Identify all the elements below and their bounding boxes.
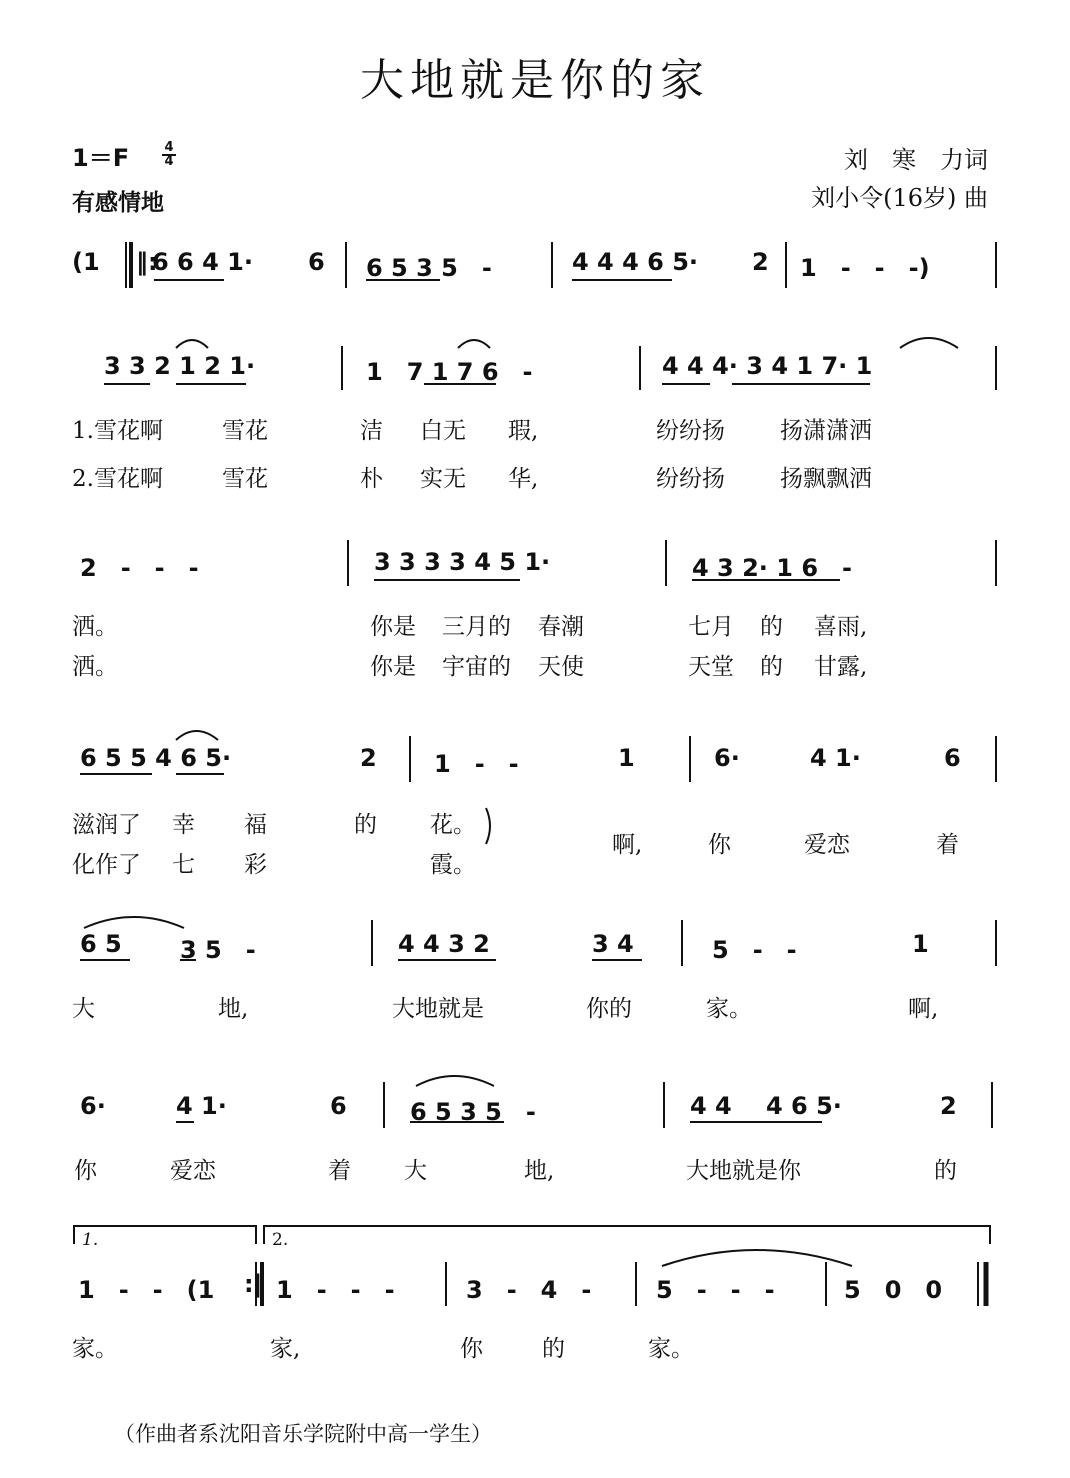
lyricist-credit: 刘 寒 力词 <box>844 146 988 174</box>
lyric: 七月 <box>688 614 734 640</box>
note-group: 6 <box>330 1092 347 1120</box>
lyric: 啊, <box>612 832 643 858</box>
lyric: 白无 <box>420 418 466 444</box>
lyric: 的 <box>760 654 783 680</box>
note-group: 2 - - - <box>80 554 199 582</box>
lyric: 滋润了 <box>72 812 141 838</box>
note-group: 1 - - -) <box>800 254 930 282</box>
lyric: 洁 <box>360 418 383 444</box>
note-group: 1 - - <box>434 750 519 778</box>
lyric: 2.雪花啊 <box>72 466 163 492</box>
lyric: 洒。 <box>72 654 118 680</box>
lyric: 大地就是 <box>392 996 484 1022</box>
lyric: 洒。 <box>72 614 118 640</box>
note-group: 6 6 4 1· <box>152 248 253 276</box>
note-group: 2 <box>752 248 769 276</box>
lyric: 彩 <box>244 852 267 878</box>
lyric: 家。 <box>706 996 752 1022</box>
note-group: 5 - - - <box>656 1276 775 1304</box>
lyric: 你 <box>460 1336 483 1362</box>
note-group: 4 6 5· <box>766 1092 842 1120</box>
repeat-end: :‖ <box>244 1270 266 1298</box>
note-group: 6 5 3 5 - <box>410 1098 536 1126</box>
note-group: 4 3 2· 1 6 - <box>692 554 852 582</box>
lyric: 幸 <box>172 812 195 838</box>
lyric: 天使 <box>538 654 584 680</box>
lyric: 甘露, <box>814 654 868 680</box>
time-numerator: 4 <box>164 140 174 155</box>
lyric: 扬飘飘洒 <box>780 466 872 492</box>
lyric: 你的 <box>586 996 632 1022</box>
lyric: 雪花 <box>222 466 268 492</box>
repeat-start: ‖: <box>136 248 158 276</box>
lyric: 地, <box>524 1158 555 1184</box>
lyric: 春潮 <box>538 614 584 640</box>
lyric: 家。 <box>72 1336 118 1362</box>
key-signature: 1＝F <box>72 144 130 172</box>
note-group: 5 0 0 <box>844 1276 943 1304</box>
note-group: 6 5 3 5 - <box>366 254 492 282</box>
lyric: 啊, <box>908 996 939 1022</box>
lyric: 纷纷扬 <box>656 466 725 492</box>
tie <box>662 1250 852 1266</box>
note-group: 6· <box>80 1092 106 1120</box>
lyric: 1.雪花啊 <box>72 418 163 444</box>
lyric: 花。 <box>430 812 476 838</box>
slur <box>416 1076 494 1086</box>
note-group: 3 4 <box>592 930 634 958</box>
note-group: 1 - - - <box>276 1276 395 1304</box>
brace <box>486 808 490 844</box>
note-group: 3 3 3 3 4 5 1· <box>374 548 551 576</box>
note-group: 6 <box>944 744 961 772</box>
lyric: 的 <box>934 1158 957 1184</box>
lyric: 扬潇潇洒 <box>780 418 872 444</box>
lyric: 福 <box>244 812 267 838</box>
lyric: 家, <box>270 1336 301 1362</box>
note-group: 6 5 5 4 6 5· <box>80 744 232 772</box>
lyric: 化作了 <box>72 852 141 878</box>
slur <box>900 338 958 348</box>
note-group: 1 - - (1 <box>78 1276 215 1304</box>
lyric: 实无 <box>420 466 466 492</box>
lyric: 家。 <box>648 1336 694 1362</box>
lyric: 三月的 <box>442 614 511 640</box>
lyric: 雪花 <box>222 418 268 444</box>
note-group: 2 <box>360 744 377 772</box>
lyric: 的 <box>542 1336 565 1362</box>
footnote: （作曲者系沈阳音乐学院附中高一学生） <box>114 1422 492 1446</box>
lyric: 你是 <box>370 654 416 680</box>
volta-1-label: 1. <box>82 1230 99 1250</box>
note-group: 1 <box>912 930 929 958</box>
tempo-marking: 有感情地 <box>72 190 164 216</box>
slur <box>176 340 208 348</box>
lyric: 爱恋 <box>170 1158 216 1184</box>
note-group: 1 7 1 7 6 - <box>366 358 533 386</box>
note-group: 3 3 2 1 2 1· <box>104 352 256 380</box>
slur <box>84 917 184 928</box>
song-title: 大地就是你的家 <box>360 55 710 106</box>
lyric: 瑕, <box>508 418 539 444</box>
note-group: 6· <box>714 744 740 772</box>
note-group: 4 4 3 2 <box>398 930 490 958</box>
lyric: 着 <box>328 1158 351 1184</box>
slur <box>458 340 490 348</box>
slur <box>176 731 218 740</box>
lyric: 喜雨, <box>814 614 868 640</box>
volta-1-bracket <box>74 1226 256 1244</box>
volta-2-label: 2. <box>272 1230 289 1250</box>
lyric: 爱恋 <box>804 832 850 858</box>
lyric: 你 <box>708 832 731 858</box>
lyric: 华, <box>508 466 539 492</box>
lyric: 大 <box>72 996 95 1022</box>
lyric: 地, <box>218 996 249 1022</box>
note-group: 5 - - <box>712 936 797 964</box>
lyric: 天堂 <box>688 654 734 680</box>
note-group: 4 4 <box>690 1092 732 1120</box>
note-group: 1 <box>618 744 635 772</box>
note-group: (1 <box>72 248 100 276</box>
note-group: 2 <box>940 1092 957 1120</box>
time-denominator: 4 <box>164 154 174 169</box>
lyric: 七 <box>172 852 195 878</box>
note-group: 3 5 - <box>180 936 256 964</box>
note-group: 4 4 4 6 5· <box>572 248 699 276</box>
lyric: 宇宙的 <box>442 654 511 680</box>
note-group: 6 5 <box>80 930 122 958</box>
lyric: 的 <box>760 614 783 640</box>
lyric: 大 <box>404 1158 427 1184</box>
lyric: 霞。 <box>430 852 476 878</box>
note-group: 3 - 4 - <box>466 1276 592 1304</box>
lyric: 的 <box>354 812 377 838</box>
lyric: 纷纷扬 <box>656 418 725 444</box>
note-group: 4 1· <box>176 1092 227 1120</box>
lyric: 着 <box>936 832 959 858</box>
lyric: 你是 <box>370 614 416 640</box>
lyric: 朴 <box>360 466 383 492</box>
note-group: 4 1· <box>810 744 861 772</box>
lyric: 你 <box>74 1158 97 1184</box>
lyric: 大地就是你 <box>686 1158 801 1184</box>
note-group: 6 <box>308 248 325 276</box>
composer-credit: 刘小令(16岁) 曲 <box>811 184 988 212</box>
note-group: 4 4 4· 3 4 1 7· 1 <box>662 352 873 380</box>
volta-2-bracket <box>264 1226 990 1244</box>
